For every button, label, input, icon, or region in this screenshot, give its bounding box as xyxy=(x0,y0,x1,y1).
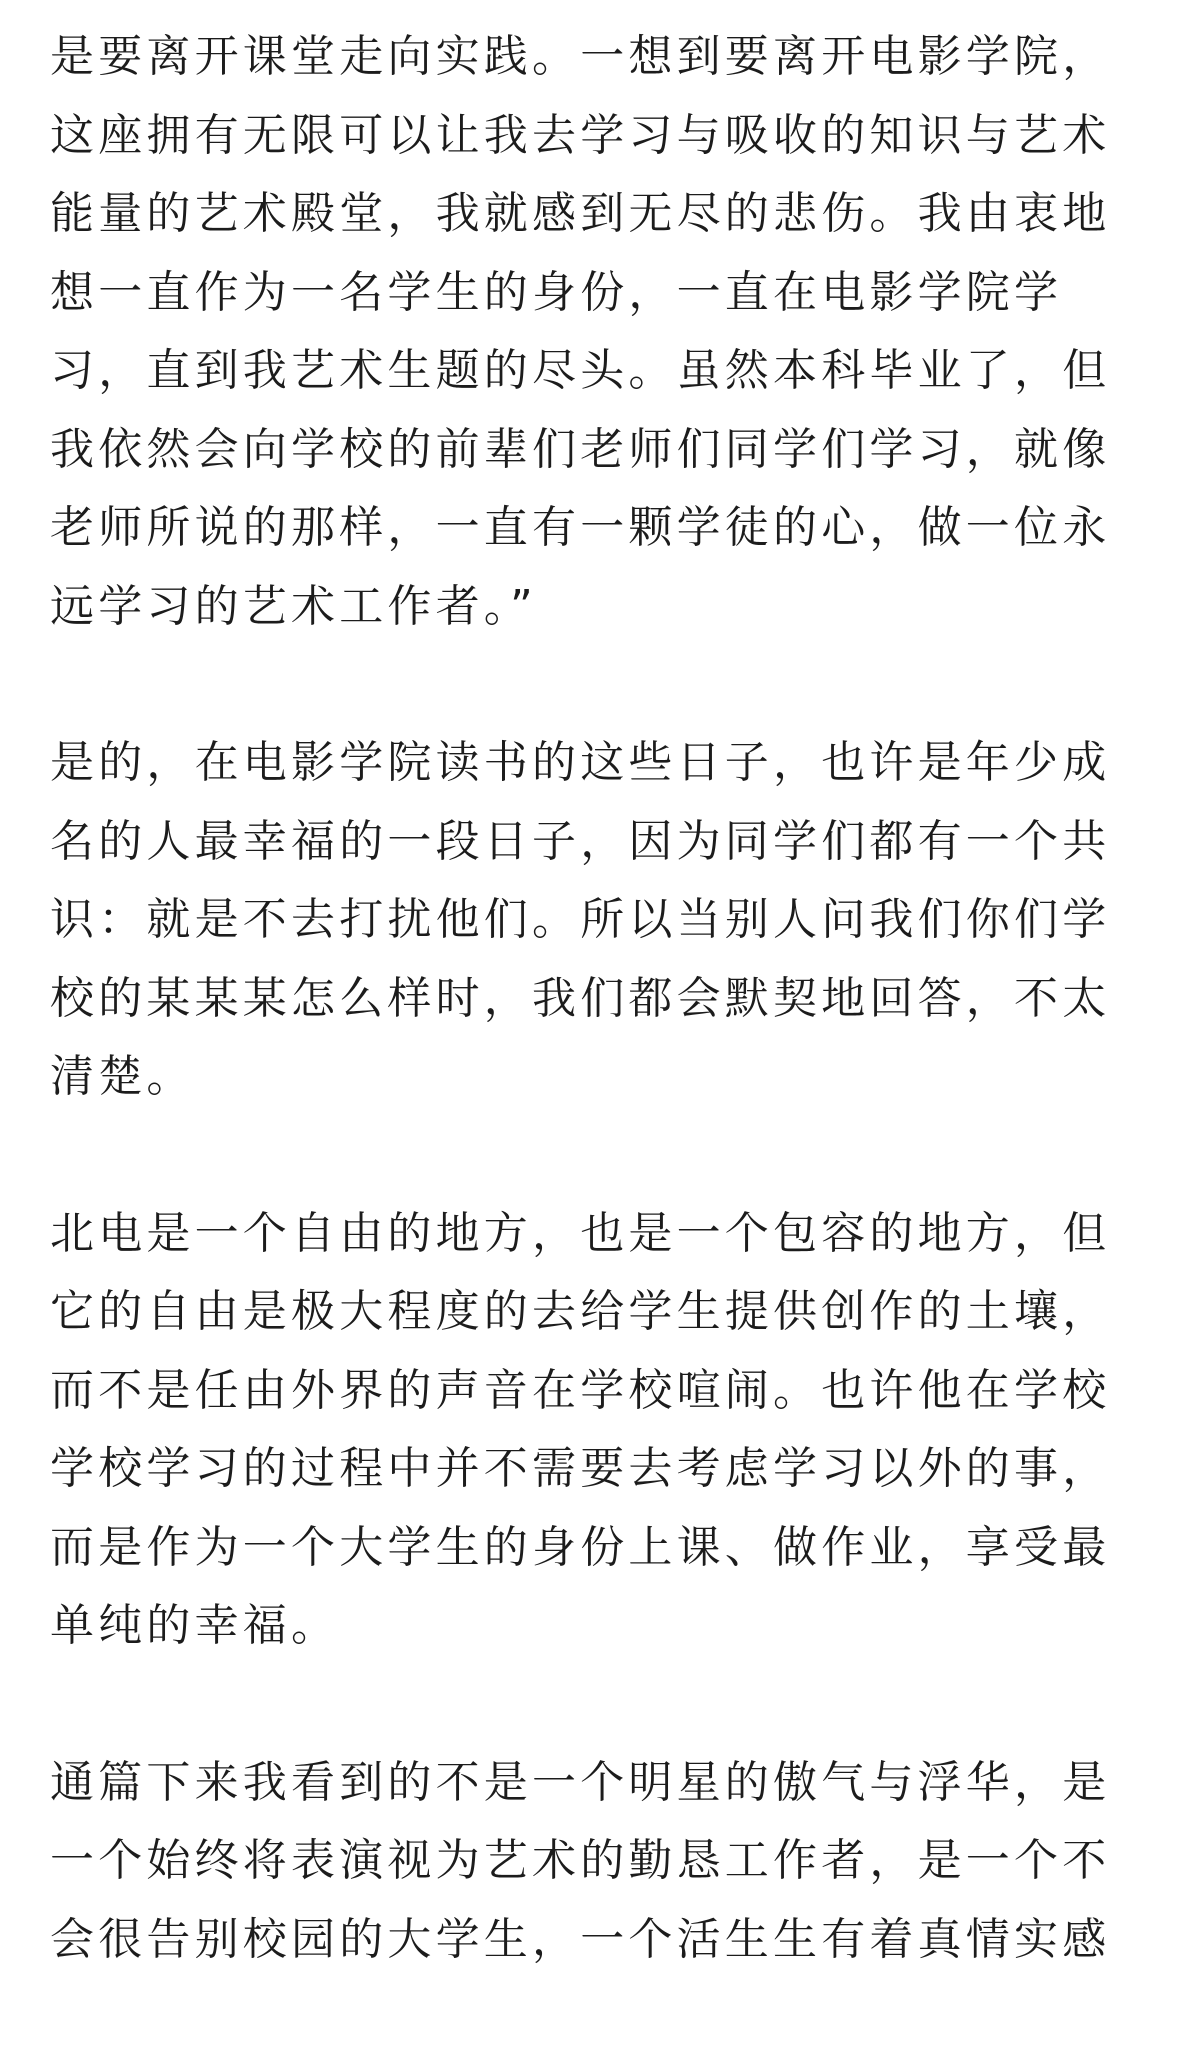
text-line: 会很告别校园的大学生，一个活生生有着真情实感 xyxy=(50,1913,1111,1965)
text-line: 习，直到我艺术生题的尽头。虽然本科毕业了，但 xyxy=(50,345,1111,396)
text-line: 能量的艺术殿堂，我就感到无尽的悲伤。我由衷地 xyxy=(50,188,1111,239)
paragraph-1 xyxy=(50,18,1130,646)
text-line: 北电是一个自由的地方，也是一个包容的地方，但 xyxy=(50,1207,1111,1259)
text-line: 校的某某某怎么样时，我们都会默契地回答，不太 xyxy=(50,972,1111,1024)
text-line: 名的人最幸福的一段日子，因为同学们都有一个共 xyxy=(50,815,1111,867)
text-line: 学校学习的过程中并不需要去考虑学习以外的事， xyxy=(50,1443,1111,1494)
text-line: 想一直作为一名学生的身份，一直在电影学院学 xyxy=(50,266,1063,318)
paragraph-2 xyxy=(50,724,1130,1117)
text-line: 通篇下来我看到的不是一个明星的傲气与浮华，是 xyxy=(50,1756,1111,1808)
text-line: 是要离开课堂走向实践。一想到要离开电影学院， xyxy=(50,31,1111,82)
text-line: 我依然会向学校的前辈们老师们同学们学习，就像 xyxy=(50,423,1111,475)
text-line: 而是作为一个大学生的身份上课、做作业，享受最 xyxy=(50,1521,1111,1573)
text-line: 而不是任由外界的声音在学校喧闹。也许他在学校 xyxy=(50,1364,1111,1416)
text-line: 一个始终将表演视为艺术的勤恳工作者，是一个不 xyxy=(50,1835,1111,1886)
paragraph-3 xyxy=(50,1195,1130,1666)
text-line: 老师所说的那样，一直有一颗学徒的心，做一位永 xyxy=(50,502,1111,553)
text-line: 这座拥有无限可以让我去学习与吸收的知识与艺术 xyxy=(50,109,1111,161)
text-line: 远学习的艺术工作者。” xyxy=(50,580,537,632)
text-line: 清楚。 xyxy=(50,1051,195,1102)
text-line: 单纯的幸福。 xyxy=(50,1600,340,1651)
text-line: 识：就是不去打扰他们。所以当别人问我们你们学 xyxy=(50,894,1111,945)
text-line: 是的，在电影学院读书的这些日子，也许是年少成 xyxy=(50,737,1111,788)
article-body xyxy=(50,18,1130,2057)
paragraph-4 xyxy=(50,1744,1130,1980)
text-line: 它的自由是极大程度的去给学生提供创作的土壤， xyxy=(50,1286,1111,1337)
